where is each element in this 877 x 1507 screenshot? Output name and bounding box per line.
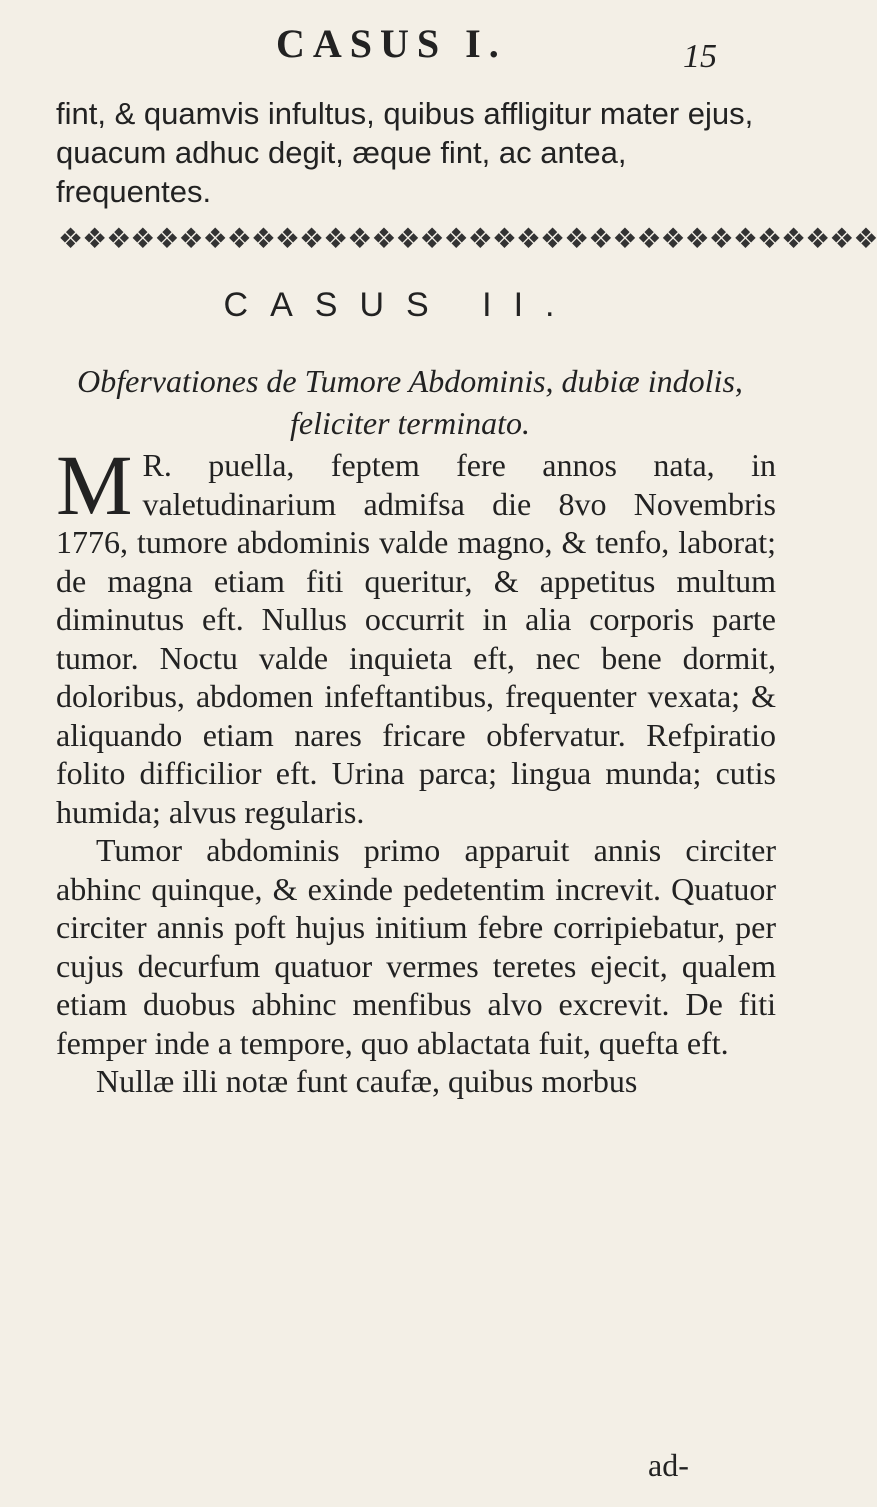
case-subtitle: Obfervationes de Tumore Abdominis, dubiæ indolis, feliciter terminato. xyxy=(77,363,743,441)
running-head xyxy=(0,20,800,90)
case-body xyxy=(56,437,776,1101)
paragraph-3: Nullæ illi notæ funt caufæ, quibus morbus xyxy=(96,1063,638,1099)
paragraph-1-text: R. puella, feptem fere annos nata, in valetudinarium admifsa die 8vo Novembris 1776, tumore abdominis valde magno, & tenfo, laborat; de magna etiam fiti queritur, & appetitus multum diminutus eft. Nullus occurrit in alia corporis parte tumor. Noctu valde inquieta eft, nec bene dormit, doloribus, abdomen infeftantibus, frequenter vexata; & aliquando etiam nares fricare obfervatur. Refpiratio folito difficilior eft. Urina parca; lingua munda; cutis humida; alvus regularis. xyxy=(56,447,776,830)
paragraph-2: Tumor abdominis primo apparuit annis circiter abhinc quinque, & exinde pedetentim increvit. Quatuor circiter annis poft hujus initium febre corripiebatur, per cujus decurfum quatuor vermes teretes ejecit, qualem etiam duobus abhinc menfibus alvo excrevit. De fiti femper inde a tempore, quo ablactata fuit, quefta eft. xyxy=(56,832,776,1061)
drop-cap: M xyxy=(56,437,133,533)
paragraph-1 xyxy=(56,437,776,831)
ornamental-divider: ❖❖❖❖❖❖❖❖❖❖❖❖❖❖❖❖❖❖❖❖❖❖❖❖❖❖❖❖❖❖❖❖❖❖ xyxy=(58,224,877,255)
page-number: 15 xyxy=(683,38,717,75)
running-title: CASUS I. xyxy=(276,21,507,66)
catchword: ad- xyxy=(648,1447,689,1483)
case-heading: CASUS II. xyxy=(223,286,577,324)
continuation-paragraph: fint, & quamvis infultus, quibus affligitur mater ejus, quacum adhuc degit, æque fint, ac antea, frequentes. xyxy=(56,96,754,209)
